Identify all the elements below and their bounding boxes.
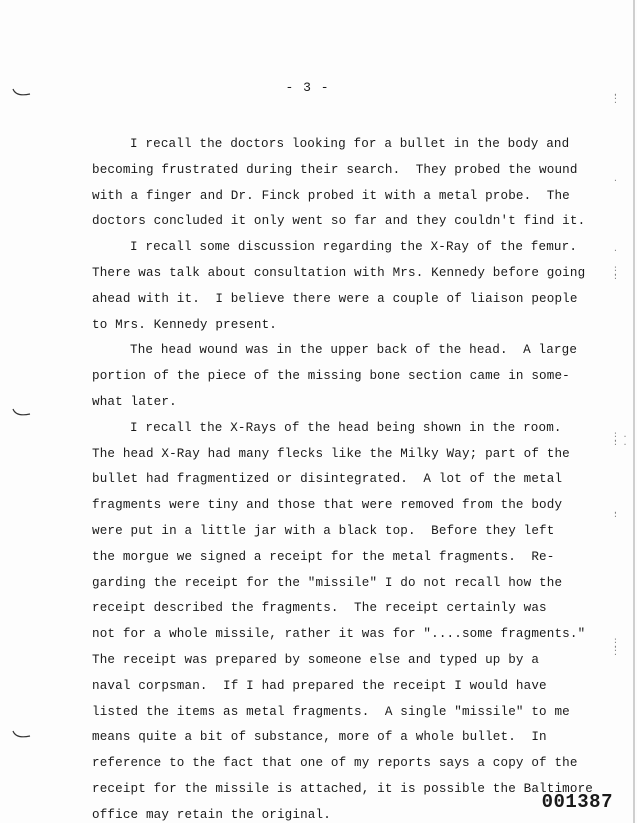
- scan-specks: : . :: [613, 265, 618, 282]
- scan-specks: .: [613, 245, 618, 254]
- text-line: not for a whole missile, rather it was for "....some fragments.": [92, 627, 586, 642]
- text-line: office may retain the original.: [92, 807, 331, 822]
- text-line: the morgue we signed a receipt for the metal fragments. Re-: [92, 549, 555, 564]
- text-line: what later.: [92, 394, 177, 409]
- scan-specks: . :: [613, 507, 618, 520]
- document-id-stamp: 001387: [541, 791, 613, 813]
- document-body: [92, 132, 592, 829]
- text-line: fragments were tiny and those that were removed from the body: [92, 498, 563, 513]
- scan-specks: : . . : .: [613, 431, 628, 448]
- text-line: The receipt was prepared by someone else and typed up by a: [92, 652, 540, 667]
- text-line: doctors concluded it only went so far and they couldn't find it.: [92, 214, 586, 229]
- text-line: The head wound was in the upper back of the head. A large: [130, 343, 578, 358]
- text-line: I recall some discussion regarding the X-Ray of the femur.: [130, 240, 578, 255]
- text-line: receipt for the missile is attached, it is possible the Baltimore: [92, 781, 593, 796]
- punch-mark-middle: [12, 408, 32, 418]
- text-line: with a finger and Dr. Finck probed it with a metal probe. The: [92, 188, 570, 203]
- text-line: ahead with it. I believe there were a couple of liaison people: [92, 291, 578, 306]
- punch-mark-bottom: [12, 730, 32, 740]
- text-line: bullet had fragmentized or disintegrated. A lot of the metal: [92, 472, 563, 487]
- scan-specks: .: [613, 175, 618, 184]
- text-line: The head X-Ray had many flecks like the Milky Way; part of the: [92, 446, 570, 461]
- text-line: I recall the doctors looking for a bullet in the body and: [130, 137, 570, 151]
- text-line: means quite a bit of substance, more of a whole bullet. In: [92, 730, 547, 745]
- text-line: listed the items as metal fragments. A single "missile" to me: [92, 704, 570, 719]
- text-line: garding the receipt for the "missile" I do not recall how the: [92, 575, 563, 590]
- scan-specks: : . : .: [613, 637, 618, 658]
- text-line: were put in a little jar with a black top. Before they left: [92, 523, 555, 538]
- text-line: reference to the fact that one of my reports says a copy of the: [92, 756, 578, 771]
- text-line: portion of the piece of the missing bone section came in some-: [92, 369, 570, 384]
- text-line: There was talk about consultation with Mrs. Kennedy before going: [92, 265, 586, 280]
- text-line: to Mrs. Kennedy present.: [92, 317, 277, 332]
- text-line: I recall the X-Rays of the head being shown in the room.: [130, 420, 562, 435]
- text-line: becoming frustrated during their search. They probed the wound: [92, 162, 578, 177]
- scan-edge: [633, 0, 635, 823]
- text-line: naval corpsman. If I had prepared the receipt I would have: [92, 678, 547, 693]
- scan-specks: . : .: [613, 89, 618, 106]
- page-number: - 3 -: [285, 80, 330, 95]
- text-line: receipt described the fragments. The receipt certainly was: [92, 601, 547, 616]
